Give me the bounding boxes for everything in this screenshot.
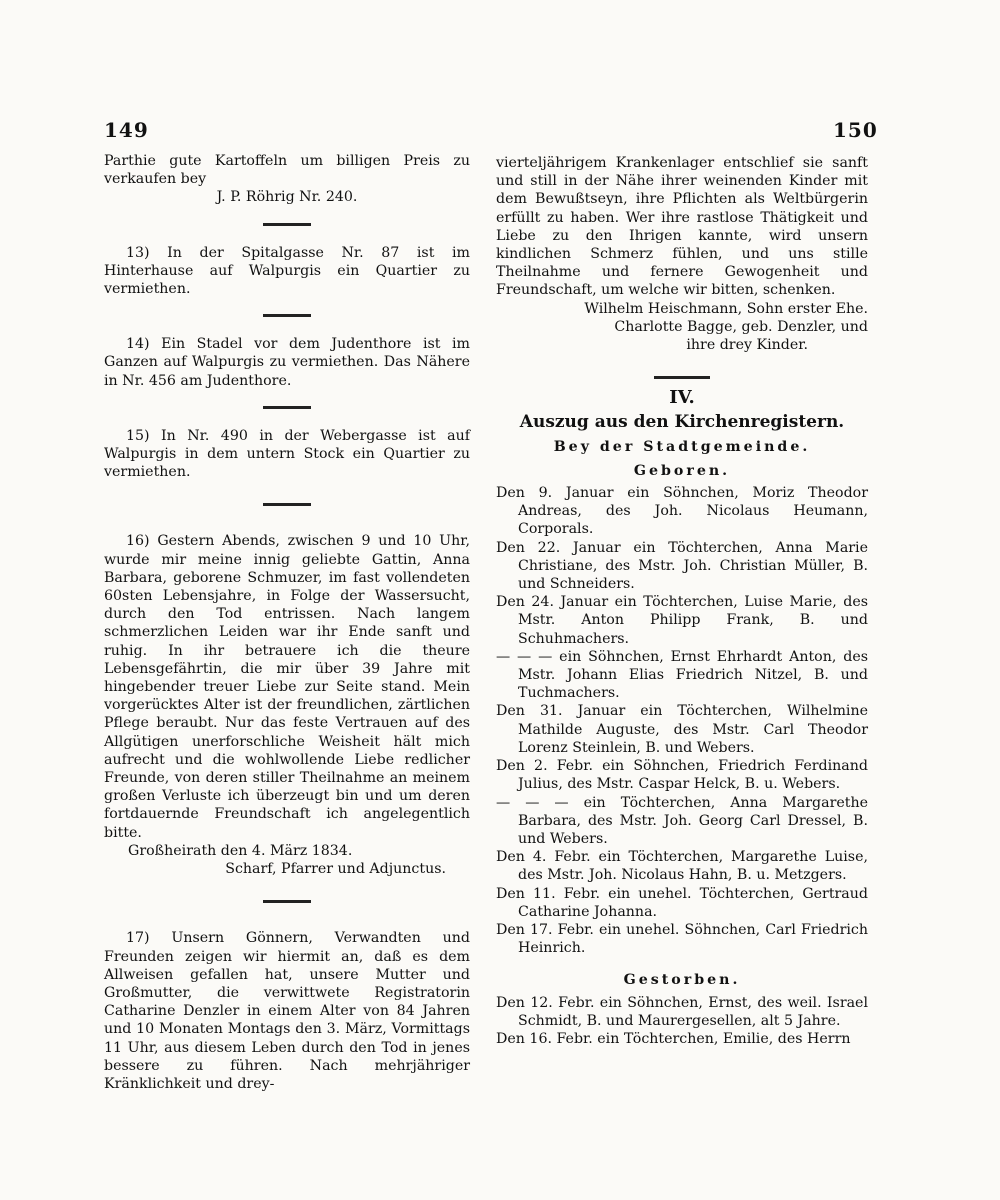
birth-entry: Den 11. Febr. ein unehel. Töchterchen, Gertraud Catharine Johanna. xyxy=(496,885,868,920)
births-heading: Geboren. xyxy=(633,462,731,479)
section-title: Auszug aus den Kirchenregistern. xyxy=(519,412,845,433)
birth-entry: Den 2. Febr. ein Söhnchen, Friedrich Ferdinand Julius, des Mstr. Caspar Helck, B. u. Webers. xyxy=(496,758,868,793)
separator-rule xyxy=(263,503,311,506)
separator-rule xyxy=(263,223,311,226)
birth-entry: Den 24. Januar ein Töchterchen, Luise Marie, des Mstr. Anton Philipp Frank, B. und Schuhmachers. xyxy=(496,594,868,647)
separator-rule xyxy=(654,376,710,379)
notice-17: 17) Unsern Gönnern, Verwandten und Freunden zeigen wir hiermit an, daß es dem Allweisen gefallen hat, unsere Mutter und Großmutter, die verwittwete Registratorin Catharine Denzler in einem Alter von 84 Jahren und 10 Monaten Montags den 3. März, Vormittags 11 Uhr, aus diesem Leben durch den Tod in jenes bessere zu führen. Nach mehrjähriger Kränklichkeit und drey- xyxy=(104,930,470,1092)
birth-entry: — — — ein Söhnchen, Ernst Ehrhardt Anton, des Mstr. Johann Elias Friedrich Nitzel, B. und Tuchmachers. xyxy=(496,648,868,702)
subsection-title: Bey der Stadtgemeinde. xyxy=(553,438,811,455)
birth-entry: Den 17. Febr. ein unehel. Söhnchen, Carl Friedrich Heinrich. xyxy=(496,921,868,957)
separator-rule xyxy=(263,314,311,317)
notice-16-date: Großheirath den 4. März 1834. xyxy=(128,842,353,859)
deaths-list xyxy=(496,994,868,1049)
birth-entry: — — — ein Töchterchen, Anna Margarethe Barbara, des Mstr. Joh. Georg Carl Dressel, B. und Webers. xyxy=(496,794,868,847)
signature-3: ihre drey Kinder. xyxy=(686,337,808,354)
section-number: IV. xyxy=(669,387,695,409)
notice-15: 15) In Nr. 490 in der Webergasse ist auf Walpurgis in dem untern Stock ein Quartier zu vermiethen. xyxy=(104,427,470,481)
deaths-heading: Gestorben. xyxy=(623,972,741,989)
signature-1: Wilhelm Heischmann, Sohn erster Ehe. xyxy=(584,300,868,317)
births-list xyxy=(496,484,868,957)
death-entry: Den 12. Febr. ein Söhnchen, Ernst, des weil. Israel Schmidt, B. und Maurergesellen, alt 5 Jahre. xyxy=(496,994,868,1029)
notice-16: 16) Gestern Abends, zwischen 9 und 10 Uhr, wurde mir meine innig geliebte Gattin, Anna Barbara, geborene Schmuzer, im fast vollendeten 60sten Lebensjahre, in Folge der Wassersucht, durch den Tod entrissen. Nach langem schmerzlichen Leiden war ihr Ende sanft und ruhig. In ihr betrauere ich die theure Lebensgefährtin, die mir über 39 Jahre mit hingebender treuer Liebe zur Seite stand. Mein vorgerücktes Alter ist der freundlichen, zärtlichen Pflege beraubt. Nur das feste Vertrauen auf des Allgütigen unerforschliche Weisheit hält mich aufrecht und die wohlwollende Liebe redlicher Freunde, von deren stiller Theilnahme an meinem großen Verluste ich überzeugt bin und um deren fortdauernde Freundschaft ich angelegentlich bitte. xyxy=(104,533,470,841)
birth-entry: Den 22. Januar ein Töchterchen, Anna Marie Christiane, des Mstr. Joh. Christian Müller, B. und Schneiders. xyxy=(496,539,868,593)
birth-entry: Den 31. Januar ein Töchterchen, Wilhelmine Mathilde Auguste, des Mstr. Carl Theodor Lorenz Steinlein, B. und Webers. xyxy=(496,703,868,756)
page-number-left: 149 xyxy=(104,118,149,142)
right-column xyxy=(496,154,868,1048)
birth-entry: Den 4. Febr. ein Töchterchen, Margarethe Luise, des Mstr. Joh. Nicolaus Hahn, B. u. Metzgers. xyxy=(496,849,868,884)
notice-17-continued: vierteljährigem Krankenlager entschlief sie sanft und still in der Nähe ihrer weinenden Kinder mit dem Bewußtseyn, ihre Pflichten als Weltbürgerin erfüllt zu haben. Wer ihre rastlose Thätigkeit und Liebe zu den Ihrigen kannte, wird unsern kindlichen Schmerz fühlen, und uns stille Theilnahme und fernere Gewogenheit und Freundschaft, um welche wir bitten, schenken. xyxy=(496,155,868,299)
notice-14: 14) Ein Stadel vor dem Judenthore ist im Ganzen auf Walpurgis zu vermiethen. Das Nähere in Nr. 456 am Judenthore. xyxy=(104,336,470,389)
left-column xyxy=(104,152,470,1093)
notice-13: 13) In der Spitalgasse Nr. 87 ist im Hinterhause auf Walpurgis ein Quartier zu vermiethen. xyxy=(104,244,470,298)
notice-16-signature: Scharf, Pfarrer und Adjunctus. xyxy=(225,861,446,878)
death-entry: Den 16. Febr. ein Töchterchen, Emilie, des Herrn xyxy=(496,1030,851,1047)
page-number-right: 150 xyxy=(833,118,878,142)
intro-text: Parthie gute Kartoffeln um billigen Preis zu verkaufen bey xyxy=(104,153,470,188)
separator-rule xyxy=(263,406,311,409)
birth-entry: Den 9. Januar ein Söhnchen, Moriz Theodor Andreas, des Joh. Nicolaus Heumann, Corporals. xyxy=(496,485,868,538)
signature-2: Charlotte Bagge, geb. Denzler, und xyxy=(614,318,868,335)
separator-rule xyxy=(263,900,311,903)
intro-signature: J. P. Röhrig Nr. 240. xyxy=(216,189,358,206)
